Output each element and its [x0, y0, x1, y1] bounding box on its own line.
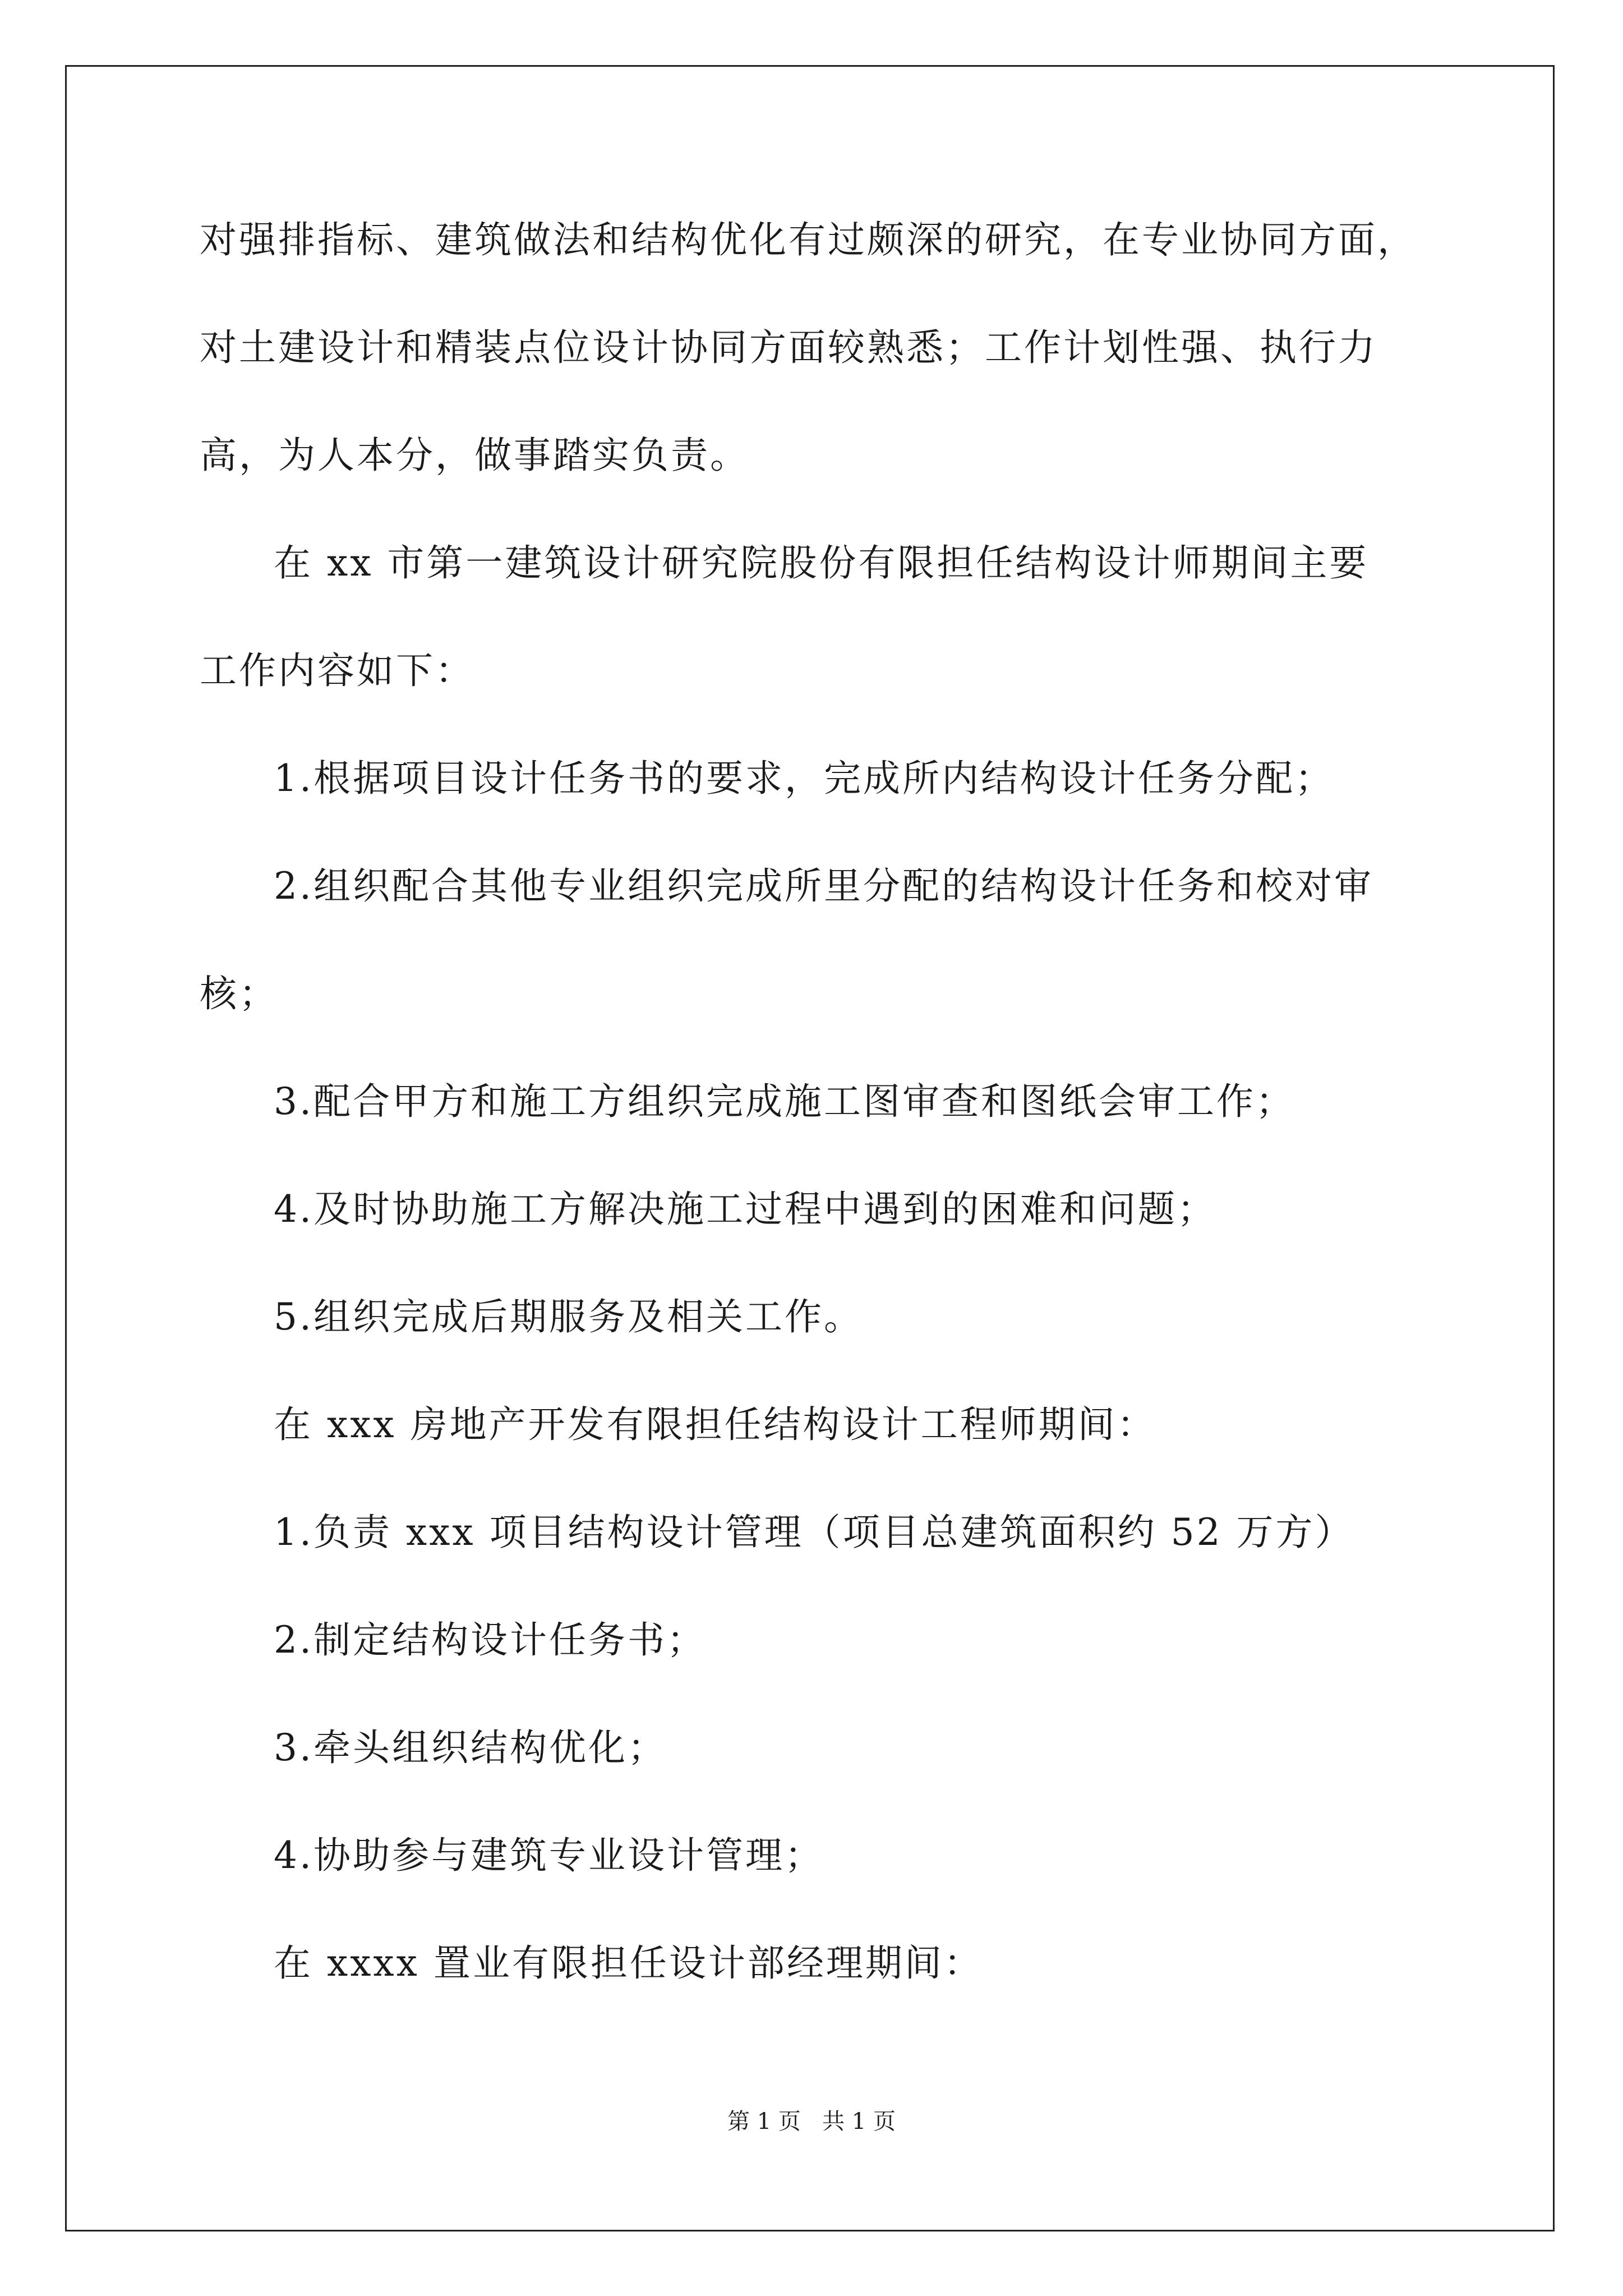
- paragraph-line: 对强排指标、建筑做法和结构优化有过颇深的研究，在专业协同方面，: [200, 218, 1417, 261]
- list-item: 1.根据项目设计任务书的要求，完成所内结构设计任务分配；: [274, 757, 1334, 800]
- list-item: 3.配合甲方和施工方组织完成施工图审查和图纸会审工作；: [274, 1080, 1295, 1123]
- page-footer: 第 1 页 共 1 页: [727, 2109, 896, 2134]
- list-item: 2.组织配合其他专业组织完成所里分配的结构设计任务和校对审: [274, 864, 1373, 908]
- section-heading-line: 在 xxx 房地产开发有限担任结构设计工程师期间：: [274, 1403, 1156, 1446]
- list-item: 2.制定结构设计任务书；: [274, 1618, 706, 1662]
- paragraph-line: 高，为人本分，做事踏实负责。: [200, 434, 749, 477]
- paragraph-line: 在 xx 市第一建筑设计研究院股份有限担任结构设计师期间主要: [274, 541, 1369, 585]
- page-border: [65, 65, 1555, 2231]
- paragraph-line: 对土建设计和精装点位设计协同方面较熟悉；工作计划性强、执行力: [200, 326, 1377, 369]
- list-item: 5.组织完成后期服务及相关工作。: [274, 1295, 863, 1338]
- list-item: 1.负责 xxx 项目结构设计管理（项目总建筑面积约 52 万方）: [274, 1511, 1354, 1554]
- list-item-continuation: 核；: [200, 972, 278, 1015]
- list-item: 3.牵头组织结构优化；: [274, 1726, 667, 1769]
- list-item: 4.及时协助施工方解决施工过程中遇到的困难和问题；: [274, 1188, 1216, 1231]
- list-item: 4.协助参与建筑专业设计管理；: [274, 1834, 824, 1877]
- section-heading-line: 在 xxxx 置业有限担任设计部经理期间：: [274, 1941, 983, 1985]
- paragraph-line: 工作内容如下：: [200, 649, 474, 692]
